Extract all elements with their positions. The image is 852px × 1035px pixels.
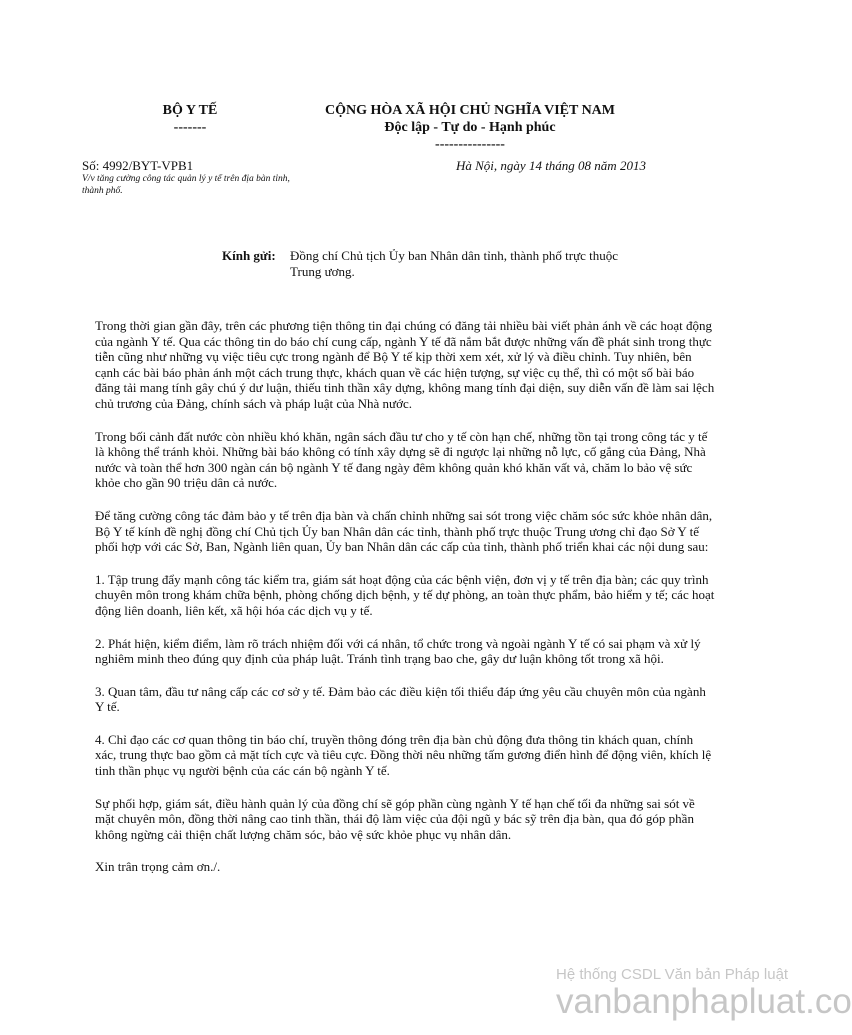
closing-line: Xin trân trọng cảm ơn./. xyxy=(95,859,221,875)
body-paragraph: Sự phối hợp, giám sát, điều hành quản lý của đồng chí sẽ góp phần cùng ngành Y tế hạn chế tối đa những sai sót về mặt chuyên môn, đồng thời nâng cao tinh thần, thái độ làm việc của đội ngũ y bác sỹ trên địa bàn, qua đó góp phần không ngừng cải thiện chất lượng chăm sóc, bảo vệ sức khỏe phục vụ nhân dân. xyxy=(95,795,695,842)
ministry-header xyxy=(140,102,240,136)
date-line: Hà Nội, ngày 14 tháng 08 năm 2013 xyxy=(456,158,646,173)
watermark-site: vanbanphapluat.co xyxy=(556,982,852,1021)
national-motto: Độc lập - Tự do - Hạnh phúc xyxy=(384,120,556,135)
document-number: Số: 4992/BYT-VPB1 xyxy=(82,158,194,173)
body-paragraph: 1. Tập trung đẩy mạnh công tác kiểm tra, giám sát hoạt động của các bệnh viện, đơn vị y tế trên địa bàn; các quy trình chuyên môn trong khám chữa bệnh, phòng chống dịch bệnh, y tế dự phòng, an toàn thực phẩm, bảo hiểm y tế; các hoạt động liên doanh, liên kết, xã hội hóa các dịch vụ y tế. xyxy=(95,571,715,618)
watermark-caption: Hệ thống CSDL Văn bản Pháp luật xyxy=(556,966,789,983)
greeting-label: Kính gửi: xyxy=(222,248,276,263)
body-paragraph: Để tăng cường công tác đảm bảo y tế trên địa bàn và chấn chỉnh những sai sót trong việc chăm sóc sức khỏe nhân dân, Bộ Y tế kính đề nghị đồng chí Chủ tịch Ủy ban Nhân dân các tỉnh, thành phố trực thuộc Trung ương chỉ đạo Sở Y tế phối hợp với các Sở, Ban, Ngành liên quan, Ủy ban Nhân dân các cấp của tỉnh, thành phố triển khai các nội dung sau: xyxy=(95,507,713,555)
body-paragraph: 3. Quan tâm, đầu tư nâng cấp các cơ sở y tế. Đảm bảo các điều kiện tối thiểu đáp ứng yêu cầu chuyên môn của ngành Y tế. xyxy=(95,683,706,715)
republic-name: CỘNG HÒA XÃ HỘI CHỦ NGHĨA VIỆT NAM xyxy=(324,103,615,118)
document-body xyxy=(95,318,715,892)
greeting-recipient: Đồng chí Chủ tịch Ủy ban Nhân dân tỉnh, thành phố trực thuộc Trung ương. xyxy=(290,248,619,279)
motto-rule: --------------- xyxy=(435,137,505,152)
body-paragraph: Trong thời gian gần đây, trên các phương tiện thông tin đại chúng có đăng tải nhiều bài viết phản ánh về các hoạt động của ngành Y tế. Qua các thông tin do báo chí cung cấp, ngành Y tế đã nắm bắt được những vấn đề phát sinh trong thực tiễn cũng như những vụ việc tiêu cực trong ngành để Bộ Y tế kịp thời xem xét, xử lý và điều chỉnh. Tuy nhiên, bên cạnh các bài báo phản ánh một cách trung thực, khách quan về các hiện tượng, sự việc cụ thể, thì có một số bài báo đăng tải mang tính gây chú ý dư luận, thiếu tinh thần xây dựng, không mang tính đại diện, suy diễn vấn đề làm sai lệch chủ trương của Đảng, chính sách và pháp luật của Nhà nước. xyxy=(95,318,715,411)
ministry-rule: ------- xyxy=(173,120,207,135)
body-paragraph: 4. Chỉ đạo các cơ quan thông tin báo chí, truyền thông đóng trên địa bàn chủ động đưa thông tin khách quan, chính xác, trung thực bao gồm cả mặt tích cực và tiêu cực. Đồng thời nêu những tấm gương điển hình để động viên, khích lệ tinh thần phục vụ người bệnh của các cán bộ ngành Y tế. xyxy=(95,731,712,779)
ministry-name: BỘ Y TẾ xyxy=(162,103,218,118)
body-paragraph: Trong bối cảnh đất nước còn nhiều khó khăn, ngân sách đầu tư cho y tế còn hạn chế, những tồn tại trong công tác y tế là không thể tránh khỏi. Những bài báo không có tính xây dựng sẽ đi ngược lại những nỗ lực, cố gắng của Đảng, Nhà nước và toàn thể hơn 300 ngàn cán bộ ngành Y tế đang ngày đêm không quản khó khăn vất vả, chăm lo bảo vệ sức khỏe cho gần 90 triệu dân cả nước. xyxy=(95,428,708,491)
document-subject: V/v tăng cường công tác quản lý y tế trên địa bàn tỉnh, thành phố. xyxy=(82,174,290,196)
republic-header xyxy=(300,102,640,153)
body-paragraph: 2. Phát hiện, kiểm điểm, làm rõ trách nhiệm đối với cá nhân, tổ chức trong và ngoài ngành Y tế có sai phạm và xử lý nghiêm minh theo đúng quy định của pháp luật. Tránh tình trạng bao che, gây dư luận không tốt trong xã hội. xyxy=(95,635,701,667)
